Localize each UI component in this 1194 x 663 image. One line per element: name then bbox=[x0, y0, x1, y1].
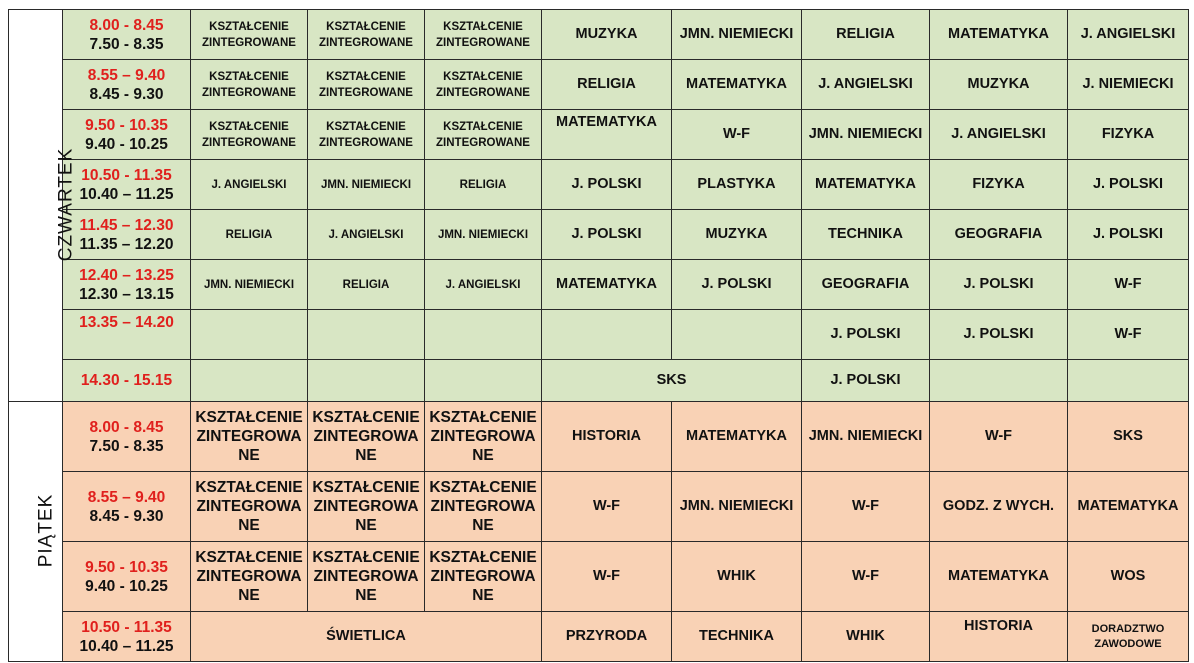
lesson-cell: KSZTAŁCENIE ZINTEGROWA NE bbox=[308, 542, 425, 612]
lesson-cell: KSZTAŁCENIE ZINTEGROWANE bbox=[191, 110, 308, 160]
lesson-cell bbox=[542, 310, 672, 360]
table-row bbox=[9, 160, 1189, 210]
lesson-cell: KSZTAŁCENIE ZINTEGROWANE bbox=[191, 60, 308, 110]
lesson-cell: KSZTAŁCENIE ZINTEGROWA NE bbox=[191, 542, 308, 612]
lesson-cell: JMN. NIEMIECKI bbox=[802, 402, 930, 472]
lesson-cell: J. POLSKI bbox=[802, 310, 930, 360]
lesson-cell: DORADZTWO ZAWODOWE bbox=[1068, 612, 1189, 662]
lesson-cell: J. POLSKI bbox=[930, 260, 1068, 310]
lesson-cell: J. ANGIELSKI bbox=[802, 60, 930, 110]
lesson-cell: KSZTAŁCENIE ZINTEGROWA NE bbox=[425, 472, 542, 542]
lesson-cell bbox=[1068, 360, 1189, 402]
time-slot: 12.40 – 13.25 12.30 – 13.15 bbox=[63, 260, 191, 310]
lesson-cell: J. ANGIELSKI bbox=[425, 260, 542, 310]
lesson-cell: KSZTAŁCENIE ZINTEGROWANE bbox=[308, 60, 425, 110]
lesson-cell bbox=[191, 360, 308, 402]
lesson-cell: TECHNIKA bbox=[672, 612, 802, 662]
table-row bbox=[9, 310, 1189, 360]
lesson-cell: MATEMATYKA bbox=[1068, 472, 1189, 542]
lesson-cell: J. POLSKI bbox=[930, 310, 1068, 360]
lesson-cell: J. ANGIELSKI bbox=[930, 110, 1068, 160]
lesson-cell: W-F bbox=[542, 472, 672, 542]
lesson-cell: KSZTAŁCENIE ZINTEGROWANE bbox=[425, 10, 542, 60]
lesson-cell: KSZTAŁCENIE ZINTEGROWANE bbox=[308, 10, 425, 60]
lesson-cell: MATEMATYKA bbox=[672, 60, 802, 110]
lesson-cell: HISTORIA bbox=[542, 402, 672, 472]
lesson-cell: WOS bbox=[1068, 542, 1189, 612]
table-row bbox=[9, 260, 1189, 310]
lesson-cell: WHIK bbox=[802, 612, 930, 662]
lesson-cell: MUZYKA bbox=[930, 60, 1068, 110]
lesson-cell: TECHNIKA bbox=[802, 210, 930, 260]
lesson-cell: RELIGIA bbox=[308, 260, 425, 310]
time-slot: 10.50 - 11.35 10.40 – 11.25 bbox=[63, 160, 191, 210]
lesson-cell: JMN. NIEMIECKI bbox=[191, 260, 308, 310]
lesson-cell: JMN. NIEMIECKI bbox=[425, 210, 542, 260]
lesson-cell: JMN. NIEMIECKI bbox=[308, 160, 425, 210]
lesson-cell: GODZ. Z WYCH. bbox=[930, 472, 1068, 542]
lesson-cell: RELIGIA bbox=[802, 10, 930, 60]
day-label-friday: PIĄTEK bbox=[9, 402, 63, 662]
lesson-cell: JMN. NIEMIECKI bbox=[672, 10, 802, 60]
lesson-cell: W-F bbox=[930, 402, 1068, 472]
timetable bbox=[8, 9, 1189, 662]
table-row bbox=[9, 472, 1189, 542]
lesson-cell: J. POLSKI bbox=[1068, 210, 1189, 260]
lesson-cell: KSZTAŁCENIE ZINTEGROWANE bbox=[425, 110, 542, 160]
table-row bbox=[9, 402, 1189, 472]
lesson-cell bbox=[425, 360, 542, 402]
lesson-cell: WHIK bbox=[672, 542, 802, 612]
lesson-cell: W-F bbox=[1068, 310, 1189, 360]
lesson-cell: MATEMATYKA bbox=[802, 160, 930, 210]
lesson-cell: MUZYKA bbox=[672, 210, 802, 260]
lesson-cell: FIZYKA bbox=[930, 160, 1068, 210]
time-slot: 8.00 - 8.45 7.50 - 8.35 bbox=[63, 10, 191, 60]
time-slot: 9.50 - 10.35 9.40 - 10.25 bbox=[63, 542, 191, 612]
lesson-cell: W-F bbox=[542, 542, 672, 612]
lesson-cell: KSZTAŁCENIE ZINTEGROWA NE bbox=[191, 402, 308, 472]
time-slot: 11.45 – 12.30 11.35 – 12.20 bbox=[63, 210, 191, 260]
table-row bbox=[9, 60, 1189, 110]
table-row bbox=[9, 110, 1189, 160]
lesson-cell: KSZTAŁCENIE ZINTEGROWA NE bbox=[308, 472, 425, 542]
lesson-cell: KSZTAŁCENIE ZINTEGROWANE bbox=[191, 10, 308, 60]
lesson-cell bbox=[191, 310, 308, 360]
table-row bbox=[9, 612, 1189, 662]
time-slot: 8.55 – 9.40 8.45 - 9.30 bbox=[63, 472, 191, 542]
lesson-cell: GEOGRAFIA bbox=[930, 210, 1068, 260]
lesson-cell: W-F bbox=[672, 110, 802, 160]
lesson-cell: MATEMATYKA bbox=[542, 260, 672, 310]
lesson-cell: MATEMATYKA bbox=[930, 542, 1068, 612]
lesson-cell: RELIGIA bbox=[425, 160, 542, 210]
lesson-cell: JMN. NIEMIECKI bbox=[802, 110, 930, 160]
lesson-cell: KSZTAŁCENIE ZINTEGROWANE bbox=[425, 60, 542, 110]
table-row bbox=[9, 10, 1189, 60]
lesson-cell: RELIGIA bbox=[542, 60, 672, 110]
lesson-cell: RELIGIA bbox=[191, 210, 308, 260]
table-row bbox=[9, 210, 1189, 260]
lesson-cell bbox=[308, 360, 425, 402]
lesson-cell: J. ANGIELSKI bbox=[308, 210, 425, 260]
lesson-cell: PRZYRODA bbox=[542, 612, 672, 662]
lesson-cell: SKS bbox=[542, 360, 802, 402]
lesson-cell: HISTORIA bbox=[930, 612, 1068, 662]
lesson-cell: GEOGRAFIA bbox=[802, 260, 930, 310]
lesson-cell: SKS bbox=[1068, 402, 1189, 472]
lesson-cell: KSZTAŁCENIE ZINTEGROWA NE bbox=[191, 472, 308, 542]
lesson-cell: J. ANGIELSKI bbox=[1068, 10, 1189, 60]
lesson-cell: JMN. NIEMIECKI bbox=[672, 472, 802, 542]
lesson-cell: W-F bbox=[802, 542, 930, 612]
lesson-cell: KSZTAŁCENIE ZINTEGROWA NE bbox=[425, 542, 542, 612]
lesson-cell: FIZYKA bbox=[1068, 110, 1189, 160]
lesson-cell: J. POLSKI bbox=[542, 210, 672, 260]
lesson-cell: KSZTAŁCENIE ZINTEGROWANE bbox=[308, 110, 425, 160]
lesson-cell: MATEMATYKA bbox=[930, 10, 1068, 60]
lesson-cell bbox=[672, 310, 802, 360]
table-row bbox=[9, 542, 1189, 612]
time-slot: 8.00 - 8.45 7.50 - 8.35 bbox=[63, 402, 191, 472]
lesson-cell: J. POLSKI bbox=[672, 260, 802, 310]
table-row bbox=[9, 360, 1189, 402]
lesson-cell: KSZTAŁCENIE ZINTEGROWA NE bbox=[425, 402, 542, 472]
time-slot: 8.55 – 9.40 8.45 - 9.30 bbox=[63, 60, 191, 110]
time-slot: 14.30 - 15.15 bbox=[63, 360, 191, 402]
lesson-cell: ŚWIETLICA bbox=[191, 612, 542, 662]
lesson-cell: J. POLSKI bbox=[542, 160, 672, 210]
time-slot: 10.50 - 11.35 10.40 – 11.25 bbox=[63, 612, 191, 662]
lesson-cell: J. POLSKI bbox=[802, 360, 930, 402]
time-slot: 9.50 - 10.35 9.40 - 10.25 bbox=[63, 110, 191, 160]
lesson-cell: J. ANGIELSKI bbox=[191, 160, 308, 210]
lesson-cell bbox=[425, 310, 542, 360]
day-label-thursday: CZWARTEK bbox=[9, 10, 63, 402]
lesson-cell: J. NIEMIECKI bbox=[1068, 60, 1189, 110]
lesson-cell: PLASTYKA bbox=[672, 160, 802, 210]
lesson-cell bbox=[930, 360, 1068, 402]
lesson-cell: MATEMATYKA bbox=[672, 402, 802, 472]
lesson-cell: MUZYKA bbox=[542, 10, 672, 60]
lesson-cell: MATEMATYKA bbox=[542, 110, 672, 160]
lesson-cell: W-F bbox=[1068, 260, 1189, 310]
lesson-cell: W-F bbox=[802, 472, 930, 542]
lesson-cell: KSZTAŁCENIE ZINTEGROWA NE bbox=[308, 402, 425, 472]
lesson-cell bbox=[308, 310, 425, 360]
time-slot: 13.35 – 14.20 bbox=[63, 310, 191, 360]
lesson-cell: J. POLSKI bbox=[1068, 160, 1189, 210]
